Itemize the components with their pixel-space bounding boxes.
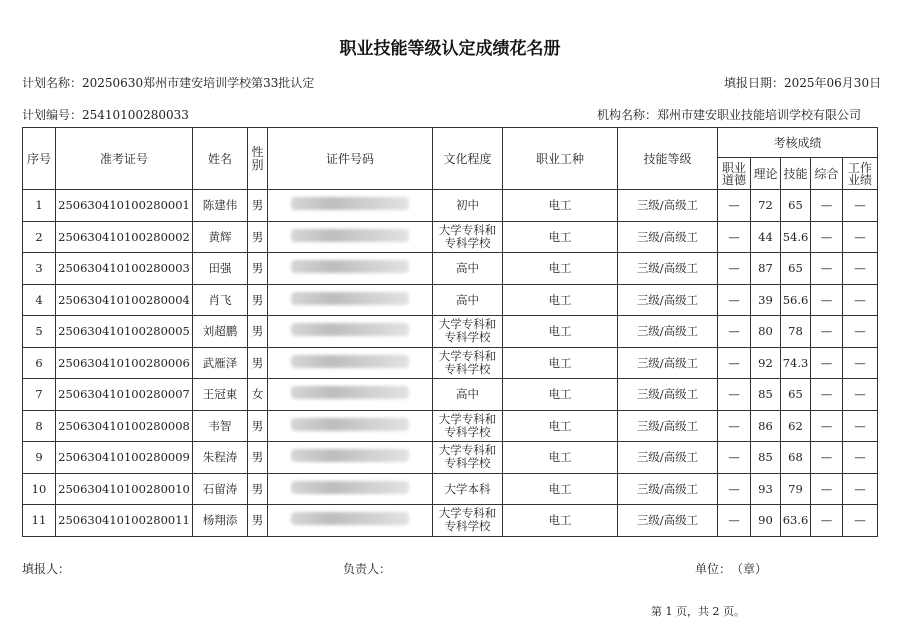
cell-performance: — xyxy=(843,253,878,285)
cell-performance: — xyxy=(843,221,878,253)
cell-id-number xyxy=(268,253,433,285)
cell-skill-level: 三级/高级工 xyxy=(618,316,718,348)
cell-ethics: — xyxy=(718,347,751,379)
cell-id-number xyxy=(268,473,433,505)
cell-theory: 93 xyxy=(751,473,781,505)
header-occupation: 职业工种 xyxy=(503,128,618,190)
cell-gender: 男 xyxy=(248,221,268,253)
table-row xyxy=(23,410,878,442)
cell-theory: 86 xyxy=(751,410,781,442)
education-line: 大学专科和 xyxy=(438,317,497,332)
table-row xyxy=(23,190,878,222)
cell-overall: — xyxy=(811,473,843,505)
education-line: 专科学校 xyxy=(444,424,491,439)
cell-performance: — xyxy=(843,473,878,505)
header-gender: 性别 xyxy=(248,128,268,190)
table-row xyxy=(23,442,878,474)
cell-skill-level: 三级/高级工 xyxy=(618,473,718,505)
cell-skill: 62 xyxy=(781,410,811,442)
cell-education xyxy=(433,284,503,316)
cell-occupation: 电工 xyxy=(503,253,618,285)
cell-gender: 女 xyxy=(248,379,268,411)
cell-occupation: 电工 xyxy=(503,410,618,442)
cell-occupation: 电工 xyxy=(503,284,618,316)
cell-skill: 78 xyxy=(781,316,811,348)
header-theory: 理论 xyxy=(751,158,781,190)
cell-overall: — xyxy=(811,379,843,411)
education-line: 专科学校 xyxy=(444,519,491,534)
redacted-id-blur xyxy=(291,355,409,368)
cell-education xyxy=(433,442,503,474)
cell-id-number xyxy=(268,190,433,222)
cell-skill-level: 三级/高级工 xyxy=(618,284,718,316)
cell-performance: — xyxy=(843,190,878,222)
cell-gender: 男 xyxy=(248,505,268,537)
table-row xyxy=(23,505,878,537)
header-education: 文化程度 xyxy=(433,128,503,190)
education-line: 高中 xyxy=(456,292,479,307)
cell-exam-number: 250630410100280009 xyxy=(56,442,193,474)
cell-skill: 63.6 xyxy=(781,505,811,537)
cell-skill: 54.6 xyxy=(781,221,811,253)
plan-number: 计划编号：25410100280033 xyxy=(22,108,189,122)
cell-skill: 74.3 xyxy=(781,347,811,379)
cell-skill-level: 三级/高级工 xyxy=(618,221,718,253)
header-score-group: 考核成绩 xyxy=(718,128,878,158)
education-line: 专科学校 xyxy=(444,456,491,471)
page-title: 职业技能等级认定成绩花名册 xyxy=(339,39,561,59)
cell-skill-level: 三级/高级工 xyxy=(618,410,718,442)
cell-id-number xyxy=(268,442,433,474)
cell-occupation: 电工 xyxy=(503,505,618,537)
cell-name: 刘超鹏 xyxy=(193,316,248,348)
cell-performance: — xyxy=(843,505,878,537)
score-table xyxy=(22,127,878,537)
table-row xyxy=(23,221,878,253)
cell-performance: — xyxy=(843,410,878,442)
cell-education xyxy=(433,379,503,411)
education-line: 专科学校 xyxy=(444,235,491,250)
cell-skill-level: 三级/高级工 xyxy=(618,379,718,411)
cell-overall: — xyxy=(811,410,843,442)
cell-exam-number: 250630410100280001 xyxy=(56,190,193,222)
cell-gender: 男 xyxy=(248,253,268,285)
header-overall: 综合 xyxy=(811,158,843,190)
cell-exam-number: 250630410100280008 xyxy=(56,410,193,442)
table-row xyxy=(23,253,878,285)
cell-skill-level: 三级/高级工 xyxy=(618,505,718,537)
cell-name: 武雁泽 xyxy=(193,347,248,379)
cell-theory: 92 xyxy=(751,347,781,379)
cell-theory: 85 xyxy=(751,379,781,411)
cell-occupation: 电工 xyxy=(503,442,618,474)
cell-name: 石留涛 xyxy=(193,473,248,505)
cell-education xyxy=(433,505,503,537)
cell-seq: 3 xyxy=(23,253,56,285)
cell-occupation: 电工 xyxy=(503,347,618,379)
education-line: 大学专科和 xyxy=(438,348,497,363)
header-exam-number: 准考证号 xyxy=(56,128,193,190)
cell-exam-number: 250630410100280002 xyxy=(56,221,193,253)
cell-seq: 9 xyxy=(23,442,56,474)
redacted-id-blur xyxy=(291,292,409,305)
cell-name: 肖飞 xyxy=(193,284,248,316)
cell-overall: — xyxy=(811,347,843,379)
cell-gender: 男 xyxy=(248,316,268,348)
cell-seq: 2 xyxy=(23,221,56,253)
education-line: 大学专科和 xyxy=(438,222,497,237)
redacted-id-blur xyxy=(291,197,409,210)
cell-skill: 65 xyxy=(781,379,811,411)
plan-name: 计划名称：20250630郑州市建安培训学校第33批认定 xyxy=(22,76,315,90)
education-line: 大学专科和 xyxy=(438,411,497,426)
cell-seq: 8 xyxy=(23,410,56,442)
header-ethics: 职业道德 xyxy=(718,158,751,190)
cell-seq: 4 xyxy=(23,284,56,316)
cell-performance: — xyxy=(843,347,878,379)
fill-date: 填报日期：2025年06月30日 xyxy=(724,76,882,90)
cell-skill: 68 xyxy=(781,442,811,474)
cell-occupation: 电工 xyxy=(503,190,618,222)
cell-exam-number: 250630410100280011 xyxy=(56,505,193,537)
cell-skill: 79 xyxy=(781,473,811,505)
organization-name: 机构名称：郑州市建安职业技能培训学校有限公司 xyxy=(597,108,862,122)
header-id-number: 证件号码 xyxy=(268,128,433,190)
education-line: 高中 xyxy=(456,387,479,402)
cell-skill-level: 三级/高级工 xyxy=(618,253,718,285)
cell-skill-level: 三级/高级工 xyxy=(618,347,718,379)
footer-filler: 填报人： xyxy=(22,562,71,576)
cell-id-number xyxy=(268,379,433,411)
cell-name: 王冠東 xyxy=(193,379,248,411)
table-row xyxy=(23,473,878,505)
header-seq: 序号 xyxy=(23,128,56,190)
cell-ethics: — xyxy=(718,442,751,474)
education-line: 专科学校 xyxy=(444,330,491,345)
cell-education xyxy=(433,221,503,253)
cell-skill-level: 三级/高级工 xyxy=(618,190,718,222)
cell-performance: — xyxy=(843,442,878,474)
header-skill-level: 技能等级 xyxy=(618,128,718,190)
cell-occupation: 电工 xyxy=(503,379,618,411)
cell-education xyxy=(433,347,503,379)
cell-ethics: — xyxy=(718,190,751,222)
cell-seq: 1 xyxy=(23,190,56,222)
cell-theory: 72 xyxy=(751,190,781,222)
cell-overall: — xyxy=(811,316,843,348)
cell-name: 陈建伟 xyxy=(193,190,248,222)
cell-ethics: — xyxy=(718,221,751,253)
cell-exam-number: 250630410100280010 xyxy=(56,473,193,505)
cell-overall: — xyxy=(811,221,843,253)
cell-id-number xyxy=(268,410,433,442)
cell-exam-number: 250630410100280003 xyxy=(56,253,193,285)
cell-overall: — xyxy=(811,505,843,537)
cell-name: 杨翔添 xyxy=(193,505,248,537)
cell-id-number xyxy=(268,316,433,348)
cell-education xyxy=(433,190,503,222)
table-row xyxy=(23,316,878,348)
cell-gender: 男 xyxy=(248,190,268,222)
cell-gender: 男 xyxy=(248,284,268,316)
header-name: 姓名 xyxy=(193,128,248,190)
cell-theory: 87 xyxy=(751,253,781,285)
cell-overall: — xyxy=(811,284,843,316)
cell-occupation: 电工 xyxy=(503,221,618,253)
header-skill: 技能 xyxy=(781,158,811,190)
cell-seq: 6 xyxy=(23,347,56,379)
cell-ethics: — xyxy=(718,284,751,316)
cell-overall: — xyxy=(811,190,843,222)
education-line: 大学本科 xyxy=(444,481,491,496)
cell-occupation: 电工 xyxy=(503,473,618,505)
redacted-id-blur xyxy=(291,323,409,336)
cell-exam-number: 250630410100280006 xyxy=(56,347,193,379)
cell-seq: 7 xyxy=(23,379,56,411)
cell-theory: 80 xyxy=(751,316,781,348)
cell-id-number xyxy=(268,347,433,379)
cell-theory: 39 xyxy=(751,284,781,316)
page-indicator: 第 1 页，共 2 页。 xyxy=(651,605,745,618)
cell-theory: 85 xyxy=(751,442,781,474)
cell-education xyxy=(433,410,503,442)
redacted-id-blur xyxy=(291,229,409,242)
table-row xyxy=(23,284,878,316)
cell-performance: — xyxy=(843,379,878,411)
cell-performance: — xyxy=(843,284,878,316)
table-row xyxy=(23,347,878,379)
cell-overall: — xyxy=(811,253,843,285)
cell-skill: 65 xyxy=(781,190,811,222)
education-line: 大学专科和 xyxy=(438,443,497,458)
cell-ethics: — xyxy=(718,473,751,505)
cell-ethics: — xyxy=(718,505,751,537)
cell-name: 田强 xyxy=(193,253,248,285)
cell-name: 黄辉 xyxy=(193,221,248,253)
cell-education xyxy=(433,253,503,285)
cell-exam-number: 250630410100280007 xyxy=(56,379,193,411)
cell-skill: 56.6 xyxy=(781,284,811,316)
cell-ethics: — xyxy=(718,316,751,348)
education-line: 专科学校 xyxy=(444,361,491,376)
education-line: 初中 xyxy=(456,198,479,213)
cell-exam-number: 250630410100280005 xyxy=(56,316,193,348)
cell-gender: 男 xyxy=(248,410,268,442)
cell-name: 韦智 xyxy=(193,410,248,442)
cell-exam-number: 250630410100280004 xyxy=(56,284,193,316)
cell-theory: 90 xyxy=(751,505,781,537)
redacted-id-blur xyxy=(291,260,409,273)
cell-skill: 65 xyxy=(781,253,811,285)
header-performance: 工作业绩 xyxy=(843,158,878,190)
cell-seq: 11 xyxy=(23,505,56,537)
cell-name: 朱程涛 xyxy=(193,442,248,474)
cell-theory: 44 xyxy=(751,221,781,253)
cell-education xyxy=(433,316,503,348)
redacted-id-blur xyxy=(291,418,409,431)
cell-ethics: — xyxy=(718,410,751,442)
cell-skill-level: 三级/高级工 xyxy=(618,442,718,474)
cell-gender: 男 xyxy=(248,347,268,379)
education-line: 高中 xyxy=(456,261,479,276)
cell-id-number xyxy=(268,284,433,316)
redacted-id-blur xyxy=(291,481,409,494)
cell-ethics: — xyxy=(718,253,751,285)
education-line: 大学专科和 xyxy=(438,506,497,521)
cell-seq: 10 xyxy=(23,473,56,505)
cell-overall: — xyxy=(811,442,843,474)
cell-performance: — xyxy=(843,316,878,348)
redacted-id-blur xyxy=(291,449,409,462)
cell-ethics: — xyxy=(718,379,751,411)
cell-id-number xyxy=(268,221,433,253)
cell-id-number xyxy=(268,505,433,537)
redacted-id-blur xyxy=(291,512,409,525)
table-row xyxy=(23,379,878,411)
footer-responsible: 负责人： xyxy=(343,562,392,576)
cell-education xyxy=(433,473,503,505)
cell-gender: 男 xyxy=(248,473,268,505)
footer-unit-seal: 单位： （章） xyxy=(695,562,768,576)
redacted-id-blur xyxy=(291,386,409,399)
cell-seq: 5 xyxy=(23,316,56,348)
cell-gender: 男 xyxy=(248,442,268,474)
cell-occupation: 电工 xyxy=(503,316,618,348)
